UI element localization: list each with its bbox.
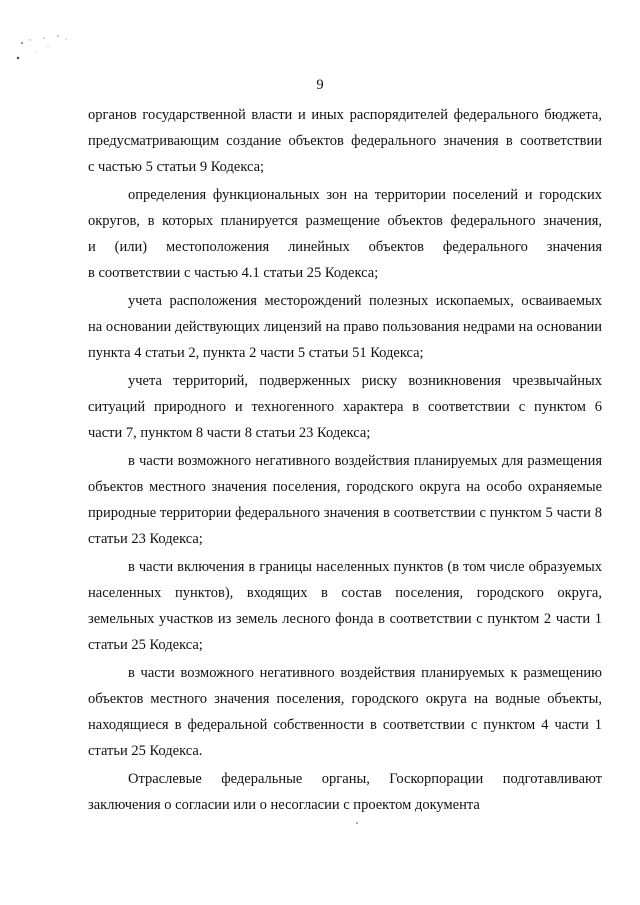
paragraph <box>88 368 602 446</box>
text-line: с частью 5 статьи 9 Кодекса; <box>88 159 265 175</box>
scan-artifact-marks <box>0 0 90 80</box>
text-line: ситуаций природного и техногенного характера в соответствии с пунктом 6 <box>88 399 602 415</box>
text-line: объектов местного значения поселения, городского округа на водные объекты, <box>88 691 602 707</box>
scan-artifact-dot <box>356 822 358 824</box>
document-body <box>88 102 602 818</box>
text-line: округов, в которых планируется размещение объектов федерального значения, <box>88 213 602 229</box>
text-line: объектов местного значения поселения, городского округа на особо охраняемые <box>88 479 602 495</box>
paragraph <box>88 766 602 818</box>
paragraph <box>88 660 602 764</box>
text-line: населенных пунктов), входящих в состав поселения, городского округа, <box>88 585 602 601</box>
page-number: 9 <box>316 77 324 93</box>
text-line: органов государственной власти и иных распорядителей федерального бюджета, <box>88 107 602 123</box>
text-line: в части включения в границы населенных пунктов (в том числе образуемых <box>128 559 602 575</box>
paragraph <box>88 288 602 366</box>
text-line: заключения о согласии или о несогласии с проектом документа <box>88 797 480 813</box>
text-line: Отраслевые федеральные органы, Госкорпорации подготавливают <box>128 771 602 787</box>
text-line: учета расположения месторождений полезных ископаемых, осваиваемых <box>128 293 602 309</box>
text-line: земельных участков из земель лесного фонда в соответствии с пунктом 2 части 1 <box>88 611 602 627</box>
paragraph <box>88 102 602 180</box>
paragraph <box>88 554 602 658</box>
text-line: и (или) местоположения линейных объектов федерального значения <box>88 239 602 255</box>
text-line: находящиеся в федеральной собственности в соответствии с пунктом 4 части 1 <box>88 717 602 733</box>
text-line: в части возможного негативного воздействия планируемых для размещения <box>128 453 602 469</box>
text-line: статьи 25 Кодекса. <box>88 743 203 759</box>
text-line: на основании действующих лицензий на право пользования недрами на основании <box>88 319 602 335</box>
text-line: части 7, пунктом 8 части 8 статьи 23 Кодекса; <box>88 425 371 441</box>
text-line: в части возможного негативного воздействия планируемых к размещению <box>128 665 602 681</box>
paragraph <box>88 448 602 552</box>
paragraph <box>88 182 602 286</box>
text-line: статьи 23 Кодекса; <box>88 531 203 547</box>
text-line: статьи 25 Кодекса; <box>88 637 203 653</box>
text-line: учета территорий, подверженных риску возникновения чрезвычайных <box>128 373 602 389</box>
text-line: определения функциональных зон на территории поселений и городских <box>128 187 602 203</box>
text-line: предусматривающим создание объектов федерального значения в соответствии <box>88 133 602 149</box>
text-line: в соответствии с частью 4.1 статьи 25 Кодекса; <box>88 265 379 281</box>
text-line: природные территории федерального значения в соответствии с пунктом 5 части 8 <box>88 505 602 521</box>
text-line: пункта 4 статьи 2, пункта 2 части 5 статьи 51 Кодекса; <box>88 345 424 361</box>
